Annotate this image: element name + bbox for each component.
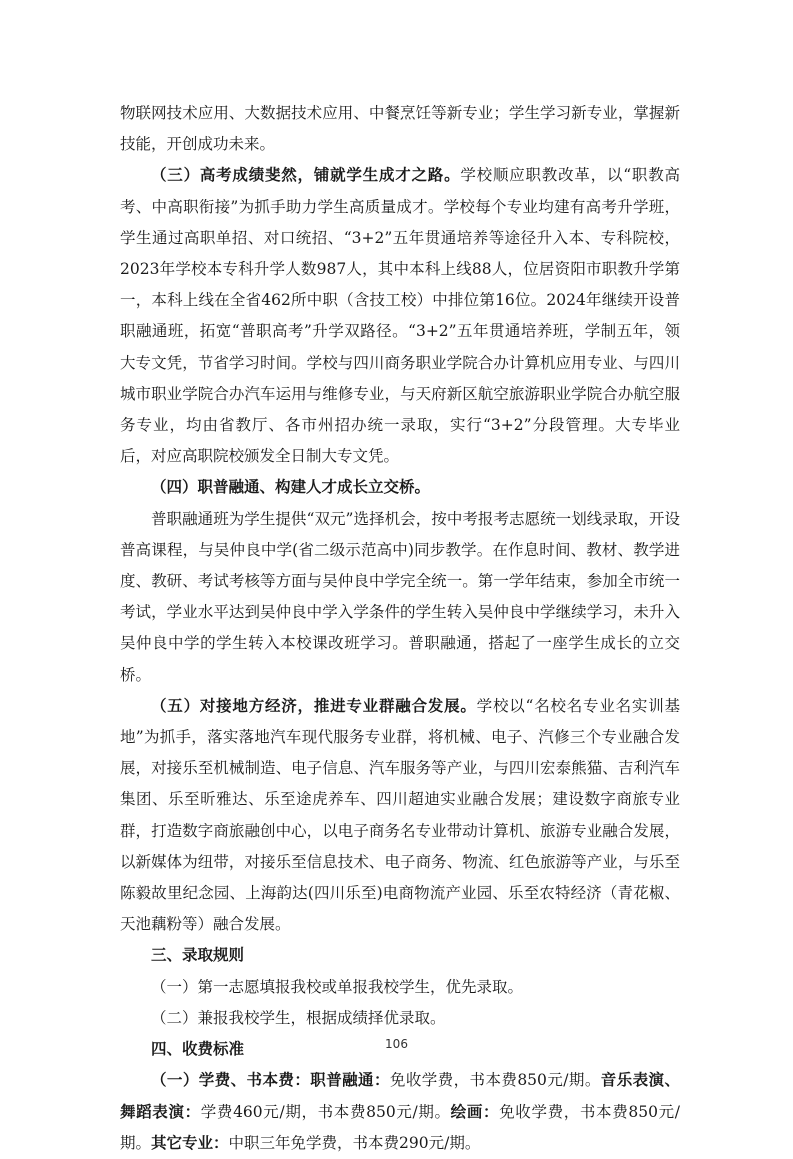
fee-label-painting: 绘画： [450, 1102, 500, 1121]
admission-rules-heading: 三、录取规则 [151, 946, 245, 965]
fee-text-painting: 免收学费，书本费850元/期。 [120, 1102, 680, 1152]
section-five-paragraph [120, 691, 680, 941]
section-three-paragraph [120, 160, 680, 472]
section-four-heading: （四）职普融通、构建人才成长立交桥。 [151, 478, 431, 497]
page-number: 106 [385, 1037, 408, 1051]
section-three-body: 学校顺应职教改革，以“职教高考、中高职衔接”为抓手助力学生高质量成才。学校每个专业均建有高考升学班，学生通过高职单招、对口统招、“3+2”五年贯通培养等途径升入本、专科院校，2023年学校本专科升学人数987人，其中本科上线88人，位居资阳市职教升学第一，本科上线在全省462所中职（含技工校）中排位第16位。2024年继续开设普职融通班，拓宽“普职高考”升学双路径。“3+2”五年贯通培养班，学制五年，领大专文凭，节省学习时间。学校与四川商务职业学院合办计算机应用专业、与四川城市职业学院合办汽车运用与维修专业，与天府新区航空旅游职业学院合办航空服务专业，均由省教厅、各市州招办统一录取，实行“3+2”分段管理。大专毕业后，对应高职院校颁发全日制大专文凭。 [120, 166, 680, 466]
fee-label-music-dance: 音乐表演、舞蹈表演： [120, 1071, 680, 1121]
fee-text-music-dance: 学费460元/期，书本费850元/期。 [200, 1102, 451, 1121]
fee-label-puzhi: 职普融通： [310, 1071, 390, 1090]
fees-paragraph [120, 1065, 680, 1159]
fee-label-other: 其它专业： [151, 1133, 229, 1152]
section-five-heading: （五）对接地方经济，推进专业群融合发展。 [151, 696, 477, 715]
section-five-body: 学校以“名校名专业名实训基地”为抓手，落实落地汽车现代服务专业群，将机械、电子、汽修三个专业融合发展，对接乐至机械制造、电子信息、汽车服务等产业，与四川宏泰熊猫、吉利汽车集团、乐至昕雅达、乐至途虎养车、四川超迪实业融合发展；建设数字商旅专业群，打造数字商旅融创中心，以电子商务名专业带动计算机、旅游专业融合发展，以新媒体为纽带，对接乐至信息技术、电子商务、物流、红色旅游等产业，与乐至陈毅故里纪念园、上海韵达(四川乐至)电商物流产业园、乐至农特经济（青花椒、天池藕粉等）融合发展。 [120, 696, 680, 934]
fees-heading: 四、收费标准 [151, 1040, 245, 1059]
section-three-heading: （三）高考成绩斐然，铺就学生成才之路。 [151, 166, 461, 185]
admission-rule-two: （二）兼报我校学生，根据成绩择优录取。 [151, 1008, 446, 1027]
fees-lead: （一）学费、书本费： [151, 1071, 311, 1090]
section-four-body: 普职融通班为学生提供“双元”选择机会，按中考报考志愿统一划线录取，开设普高课程，与吴仲良中学(省二级示范高中)同步教学。在作息时间、教材、教学进度、教研、考试考核等方面与吴仲良中学完全统一。第一学年结束，参加全市统一考试，学业水平达到吴仲良中学入学条件的学生转入吴仲良中学继续学习，未升入吴仲良中学的学生转入本校课改班学习。普职融通，搭起了一座学生成长的立交桥。 [120, 509, 680, 684]
fee-text-puzhi: 免收学费，书本费850元/期。 [389, 1071, 601, 1090]
fee-text-other: 中职三年免学费，书本费290元/期。 [228, 1133, 481, 1152]
paragraph-continued: 物联网技术应用、大数据技术应用、中餐烹饪等新专业；学生学习新专业，掌握新技能，开创成功未来。 [120, 104, 680, 154]
admission-rule-one: （一）第一志愿填报我校或单报我校学生，优先录取。 [151, 977, 524, 996]
document-body [120, 98, 680, 1159]
